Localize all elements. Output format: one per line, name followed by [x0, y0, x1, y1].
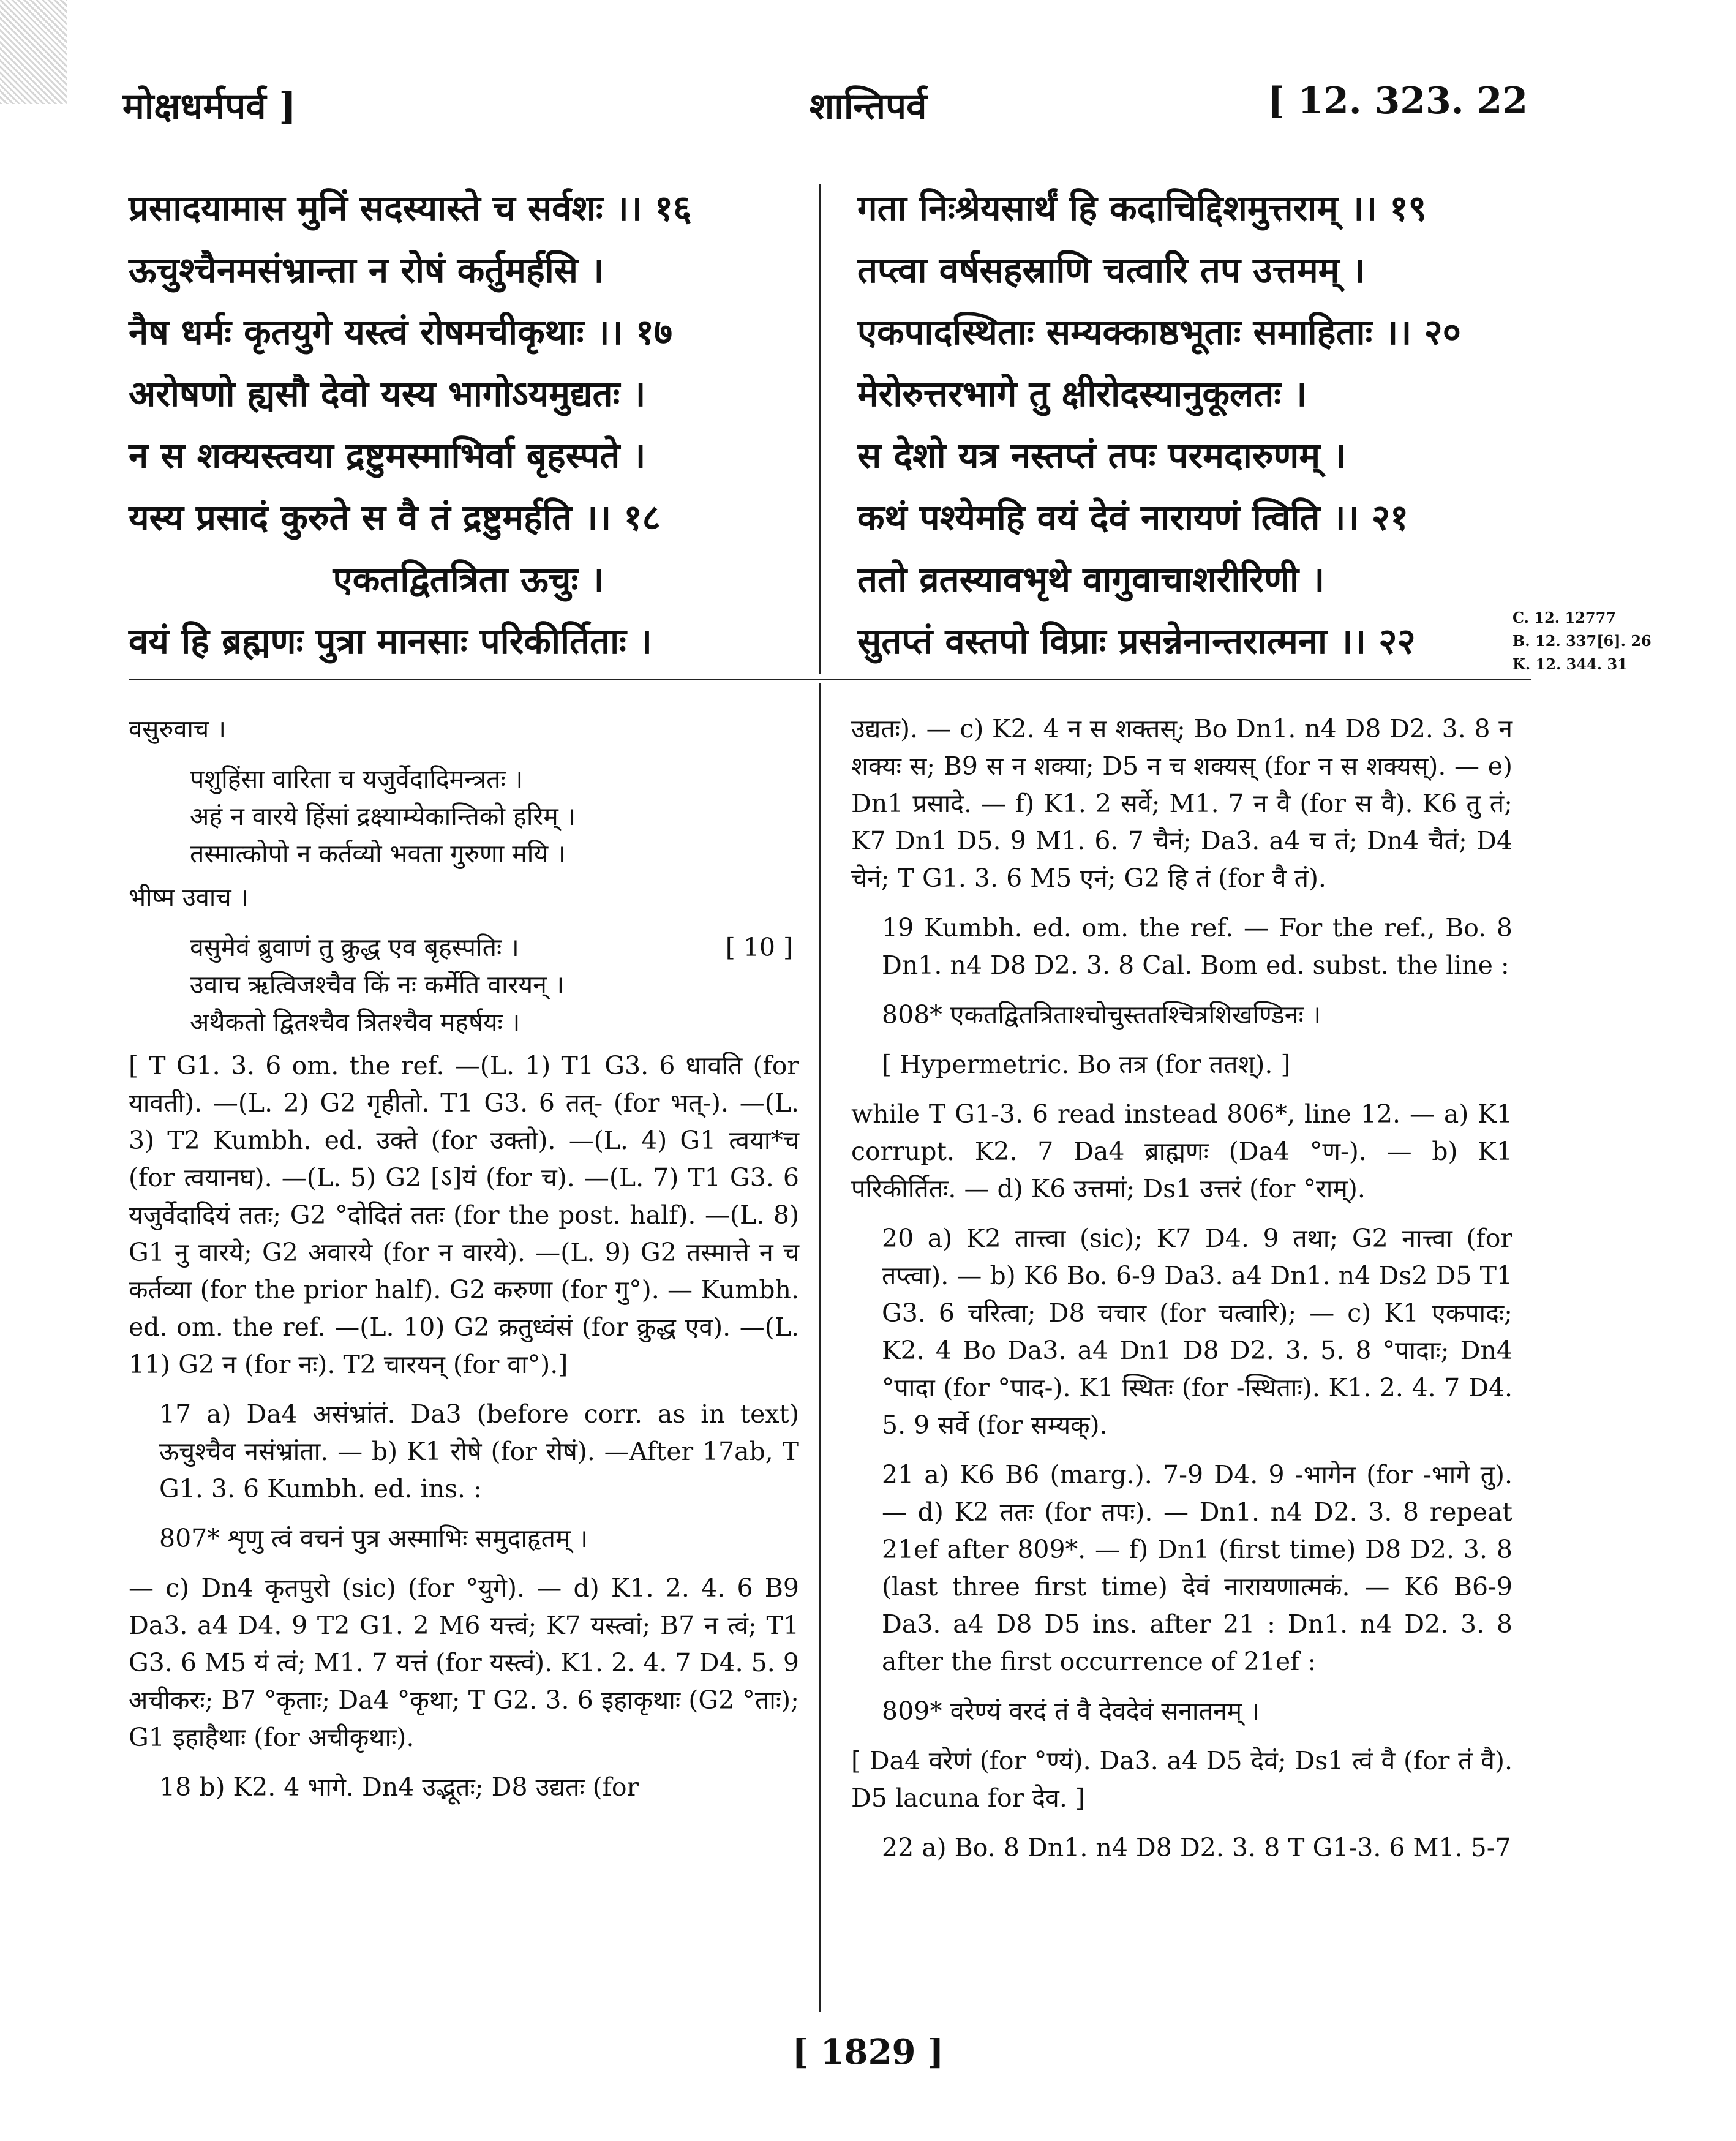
verse-column-left: [129, 178, 808, 672]
supplement-passage: [129, 929, 799, 1041]
critical-note: 21 a) K6 B6 (marg.). 7-9 D4. 9 -भागेन (for -भागे तु). — d) K2 ततः (for तपः). — Dn1. n4 D2. 3. 8 repeat 21ef after 809*. — f) Dn1 (first time) D8 D2. 3. 8 (last three first time) देवं नारायणात्मकं. — K6 B6-9 Da3. a4 D8 D5 ins. after 21 : Dn1. n4 D2. 3. 8 after the first occurrence of 21ef :: [882, 1460, 1512, 1676]
inserted-line: 807* शृणु त्वं वचनं पुत्र अस्माभिः समुदाहृतम् ।: [159, 1524, 588, 1553]
critical-note: 20 a) K2 तात्त्वा (sic); K7 D4. 9 तथा; G2 नात्त्वा (for तप्त्वा). — b) K6 Bo. 6-9 Da3. a4 Dn1. n4 Ds2 D5 T1 G3. 6 चरित्वा; D8 चचार (for चत्वारि); — c) K1 एकपादः; K2. 4 Bo Da3. a4 Dn1 D8 D2. 3. 5. 8 °पादाः; Dn4 °पादा (for °पाद-). K1 स्थितः (for -स्थिताः). K1. 2. 4. 7 D4. 5. 9 सर्वे (for सम्यक्).: [882, 1224, 1512, 1440]
speaker-line: एकतद्वितत्रिता ऊचुः ।: [333, 559, 604, 600]
critical-note: 18 b) K2. 4 भागे. Dn4 उद्भूतः; D8 उद्यतः (for: [159, 1772, 639, 1802]
verse-line: एकपादस्थिताः सम्यक्काष्ठभूताः समाहिताः ।। २०: [857, 311, 1461, 353]
verse-line: सुतप्तं वस्तपो विप्राः प्रसन्नेनान्तरात्मना ।। २२: [857, 620, 1416, 662]
column-divider-notes: [819, 683, 821, 2012]
inserted-line: 808* एकतद्वितत्रिताश्चोचुस्ततश्चित्रशिखण्डिनः ।: [882, 1000, 1321, 1029]
verse-line: वयं हि ब्रह्मणः पुत्रा मानसाः परिकीर्तिताः ।: [129, 620, 653, 662]
supplement-passage: [129, 761, 799, 873]
verse-reference: [ 12. 323. 22: [1267, 80, 1528, 122]
section-title: मोक्षधर्मपर्व ]: [122, 85, 296, 128]
line-number: [ 10 ]: [725, 933, 793, 962]
verse-line: तप्त्वा वर्षसहस्राणि चत्वारि तप उत्तमम् ।: [857, 249, 1366, 291]
verse-line: यस्य प्रसादं कुरुते स वै तं द्रष्टुमर्हति ।। १८: [129, 497, 661, 538]
supplement-line: अथैकतो द्वितश्चैव त्रितश्चैव महर्षयः ।: [190, 1007, 520, 1037]
supplement-line: तस्मात्कोपो न कर्तव्यो भवता गुरुणा मयि ।: [190, 839, 566, 868]
critical-note: 17 a) Da4 असंभ्रांतं. Da3 (before corr. as in text) ऊचुश्चैव नसंभ्रांता. — b) K1 रोषे (for रोषं). —After 17ab, T G1. 3. 6 Kumbh. ed. ins. :: [159, 1399, 799, 1503]
speaker-heading: वसुरुवाच ।: [129, 715, 227, 743]
horizontal-rule: [129, 679, 1531, 680]
crossref-line: C. 12. 12777: [1512, 609, 1616, 626]
supplement-line: पशुहिंसा वारिता च यजुर्वेदादिमन्त्रतः ।: [190, 764, 524, 794]
supplement-line: अहं न वारये हिंसां द्रक्ष्याम्येकान्तिको हरिम् ।: [190, 802, 576, 831]
speaker-heading: भीष्म उवाच ।: [129, 884, 249, 912]
critical-note: — c) Dn4 कृतपुरो (sic) (for °युगे). — d) K1. 2. 4. 6 B9 Da3. a4 D4. 9 T2 G1. 2 M6 यत्त्वं; K7 यस्त्वां; B7 न त्वं; T1 G3. 6 M5 यं त्वं; M1. 7 यत्तं (for यस्त्वं). K1. 2. 4. 7 D4. 5. 9 अचीकरः; B7 °कृताः; Da4 °कृथा; T G2. 3. 6 इहाकृथाः (G2 °ताः); G1 इहाहैथाः (for अचीकृथाः).: [129, 1573, 799, 1752]
inserted-line: 809* वरेण्यं वरदं तं वै देवदेवं सनातनम् ।: [882, 1696, 1260, 1726]
verse-line: ऊचुश्चैनमसंभ्रान्ता न रोषं कर्तुमर्हसि ।: [129, 249, 604, 291]
page-number: [ 1829 ]: [792, 2032, 944, 2072]
verse-column-right: [857, 178, 1506, 672]
critical-note: [ Da4 वरेणं (for °ण्यं). Da3. a4 D5 देवं; Ds1 त्वं वै (for तं वै). D5 lacuna for देव. ]: [851, 1746, 1512, 1813]
critical-note: उद्यतः). — c) K2. 4 न स शक्तस्; Bo Dn1. n4 D8 D2. 3. 8 न शक्यः स; B9 स न शक्या; D5 न च शक्यस् (for न स शक्यस्). — e) Dn1 प्रसादे. — f) K1. 2 सर्वे; M1. 7 न वै (for स वै). K6 तु तं; K7 Dn1 D5. 9 M1. 6. 7 चैनं; Da3. a4 च तं; Dn4 चैतं; D4 चेनं; T G1. 3. 6 M5 एनं; G2 हि तं (for वै तं).: [851, 714, 1512, 893]
verse-line: नैष धर्मः कृतयुगे यस्त्वं रोषमचीकृथाः ।। १७: [129, 311, 673, 353]
critical-note: [ T G1. 3. 6 om. the ref. —(L. 1) T1 G3. 6 धावति (for यावती). —(L. 2) G2 गृहीतो. T1 G3. 6 तत्- (for भत्-). —(L. 3) T2 Kumbh. ed. उक्ते (for उक्तो). —(L. 4) G1 त्वया*च (for त्वयानघ). —(L. 5) G2 [ऽ]यं (for च). —(L. 7) T1 G3. 6 यजुर्वेदादियं ततः; G2 °दोदितं ततः (for the post. half). —(L. 8) G1 नु वारये; G2 अवारये (for न वारये). —(L. 9) G2 तस्मात्ते न च कर्तव्या (for the prior half). G2 करुणा (for गु°). — Kumbh. ed. om. the ref. —(L. 10) G2 क्रतुध्वंसं (for क्रुद्ध एव). —(L. 11) G2 न (for नः). T2 चारयन् (for वा°).]: [129, 1051, 799, 1379]
column-divider: [819, 184, 821, 674]
critical-note: 19 Kumbh. ed. om. the ref. — For the ref., Bo. 8 Dn1. n4 D8 D2. 3. 8 Cal. Bom ed. subst. the line :: [882, 913, 1512, 980]
verse-line: कथं पश्येमहि वयं देवं नारायणं त्विति ।। २१: [857, 497, 1409, 538]
verse-line: गता निःश्रेयसार्थं हि कदाचिद्दिशमुत्तराम् ।। १९: [857, 187, 1427, 229]
supplement-text: वसुमेवं ब्रुवाणं तु क्रुद्ध एव बृहस्पतिः ।: [190, 933, 519, 962]
verse-line: ततो व्रतस्यावभृथे वागुवाचाशरीरिणी ।: [857, 559, 1325, 600]
crossref-line: K. 12. 344. 31: [1512, 655, 1628, 673]
book-title: शान्तिपर्व: [809, 85, 927, 128]
verse-line: मेरोरुत्तरभागे तु क्षीरोदस्यानुकूलतः ।: [857, 373, 1307, 415]
cross-reference: [1512, 606, 1651, 676]
notes-column-right: [851, 710, 1512, 1879]
critical-note: 22 a) Bo. 8 Dn1. n4 D8 D2. 3. 8 T G1-3. 6 M1. 5-7: [882, 1833, 1511, 1862]
verse-line: अरोषणो ह्यसौ देवो यस्य भागोऽयमुद्यतः ।: [129, 373, 646, 415]
verse-line: स देशो यत्र नस्तप्तं तपः परमदारुणम् ।: [857, 435, 1347, 476]
verse-line: प्रसादयामास मुनिं सदस्यास्ते च सर्वशः ।। १६: [129, 187, 692, 229]
critical-note: while T G1-3. 6 read instead 806*, line 12. — a) K1 corrupt. K2. 7 Da4 ब्राह्मणः (Da4 °ण-). — b) K1 परिकीर्तितः. — d) K6 उत्तमां; Ds1 उत्तरं (for °राम्).: [851, 1099, 1512, 1203]
supplement-line: [190, 929, 799, 966]
supplement-line: उवाच ऋत्विजश्चैव किं नः कर्मेति वारयन् ।: [190, 970, 565, 999]
verse-line: न स शक्यस्त्वया द्रष्टुमस्माभिर्वा बृहस्पते ।: [129, 435, 646, 476]
critical-note: [ Hypermetric. Bo तत्र (for ततश्). ]: [882, 1050, 1291, 1079]
crossref-line: B. 12. 337[6]. 26: [1512, 632, 1651, 650]
notes-column-left: [129, 710, 799, 1818]
